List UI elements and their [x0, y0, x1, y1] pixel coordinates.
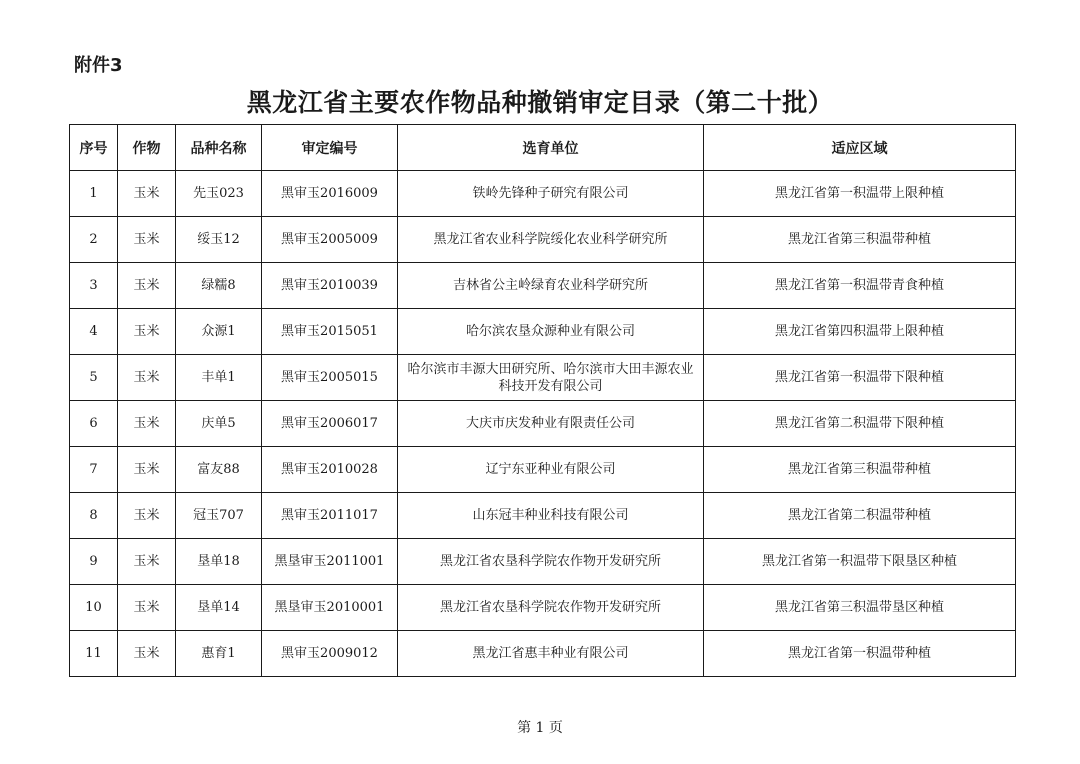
cell-adaptation-region: 黑龙江省第四积温带上限种植 [704, 309, 1016, 355]
cell-approval-number: 黑审玉2009012 [262, 631, 398, 677]
cell-breeding-unit: 哈尔滨农垦众源种业有限公司 [398, 309, 704, 355]
cell-breeding-unit: 铁岭先锋种子研究有限公司 [398, 171, 704, 217]
cell-breeding-unit: 吉林省公主岭绿育农业科学研究所 [398, 263, 704, 309]
cell-variety-name: 冠玉707 [176, 493, 262, 539]
header-approval-number: 审定编号 [262, 125, 398, 171]
cell-adaptation-region: 黑龙江省第三积温带垦区种植 [704, 585, 1016, 631]
variety-catalog-table [69, 124, 1016, 677]
cell-index: 3 [70, 263, 118, 309]
cell-crop: 玉米 [118, 171, 176, 217]
table-row [70, 401, 1016, 447]
cell-breeding-unit: 黑龙江省惠丰种业有限公司 [398, 631, 704, 677]
table-row [70, 493, 1016, 539]
table-row [70, 539, 1016, 585]
header-index: 序号 [70, 125, 118, 171]
cell-crop: 玉米 [118, 631, 176, 677]
cell-breeding-unit: 哈尔滨市丰源大田研究所、哈尔滨市大田丰源农业科技开发有限公司 [398, 355, 704, 401]
cell-index: 6 [70, 401, 118, 447]
cell-approval-number: 黑垦审玉2011001 [262, 539, 398, 585]
cell-variety-name: 丰单1 [176, 355, 262, 401]
cell-adaptation-region: 黑龙江省第一积温带下限垦区种植 [704, 539, 1016, 585]
cell-index: 8 [70, 493, 118, 539]
cell-crop: 玉米 [118, 263, 176, 309]
cell-breeding-unit: 黑龙江省农垦科学院农作物开发研究所 [398, 585, 704, 631]
cell-adaptation-region: 黑龙江省第二积温带下限种植 [704, 401, 1016, 447]
table-row [70, 171, 1016, 217]
cell-breeding-unit: 黑龙江省农业科学院绥化农业科学研究所 [398, 217, 704, 263]
table-row [70, 631, 1016, 677]
cell-index: 1 [70, 171, 118, 217]
attachment-label: 附件3 [74, 55, 123, 76]
cell-variety-name: 惠育1 [176, 631, 262, 677]
cell-variety-name: 先玉023 [176, 171, 262, 217]
table-row [70, 585, 1016, 631]
cell-approval-number: 黑审玉2010039 [262, 263, 398, 309]
cell-adaptation-region: 黑龙江省第三积温带种植 [704, 217, 1016, 263]
table-row [70, 447, 1016, 493]
header-adaptation-region: 适应区域 [704, 125, 1016, 171]
cell-crop: 玉米 [118, 447, 176, 493]
cell-approval-number: 黑审玉2005009 [262, 217, 398, 263]
cell-adaptation-region: 黑龙江省第二积温带种植 [704, 493, 1016, 539]
cell-crop: 玉米 [118, 493, 176, 539]
cell-index: 2 [70, 217, 118, 263]
cell-approval-number: 黑审玉2016009 [262, 171, 398, 217]
cell-adaptation-region: 黑龙江省第一积温带种植 [704, 631, 1016, 677]
cell-crop: 玉米 [118, 401, 176, 447]
cell-index: 7 [70, 447, 118, 493]
cell-variety-name: 垦单14 [176, 585, 262, 631]
cell-index: 4 [70, 309, 118, 355]
cell-breeding-unit: 大庆市庆发种业有限责任公司 [398, 401, 704, 447]
cell-crop: 玉米 [118, 217, 176, 263]
cell-crop: 玉米 [118, 309, 176, 355]
cell-crop: 玉米 [118, 539, 176, 585]
cell-index: 10 [70, 585, 118, 631]
cell-breeding-unit: 山东冠丰种业科技有限公司 [398, 493, 704, 539]
table-header-row [70, 125, 1016, 171]
table-row [70, 263, 1016, 309]
cell-approval-number: 黑审玉2010028 [262, 447, 398, 493]
document-title: 黑龙江省主要农作物品种撤销审定目录（第二十批） [246, 88, 834, 117]
cell-variety-name: 庆单5 [176, 401, 262, 447]
cell-adaptation-region: 黑龙江省第一积温带下限种植 [704, 355, 1016, 401]
cell-approval-number: 黑审玉2006017 [262, 401, 398, 447]
cell-variety-name: 富友88 [176, 447, 262, 493]
cell-variety-name: 绥玉12 [176, 217, 262, 263]
cell-variety-name: 垦单18 [176, 539, 262, 585]
cell-breeding-unit: 辽宁东亚种业有限公司 [398, 447, 704, 493]
table-row [70, 309, 1016, 355]
cell-approval-number: 黑审玉2005015 [262, 355, 398, 401]
cell-crop: 玉米 [118, 355, 176, 401]
header-crop: 作物 [118, 125, 176, 171]
cell-adaptation-region: 黑龙江省第三积温带种植 [704, 447, 1016, 493]
header-breeding-unit: 选育单位 [398, 125, 704, 171]
cell-index: 9 [70, 539, 118, 585]
table-row [70, 217, 1016, 263]
cell-adaptation-region: 黑龙江省第一积温带上限种植 [704, 171, 1016, 217]
cell-approval-number: 黑垦审玉2010001 [262, 585, 398, 631]
cell-crop: 玉米 [118, 585, 176, 631]
cell-breeding-unit: 黑龙江省农垦科学院农作物开发研究所 [398, 539, 704, 585]
table-row [70, 355, 1016, 401]
cell-adaptation-region: 黑龙江省第一积温带青食种植 [704, 263, 1016, 309]
page-number: 第 1 页 [517, 720, 563, 736]
header-variety-name: 品种名称 [176, 125, 262, 171]
cell-index: 11 [70, 631, 118, 677]
cell-variety-name: 众源1 [176, 309, 262, 355]
cell-index: 5 [70, 355, 118, 401]
cell-variety-name: 绿糯8 [176, 263, 262, 309]
cell-approval-number: 黑审玉2011017 [262, 493, 398, 539]
cell-approval-number: 黑审玉2015051 [262, 309, 398, 355]
